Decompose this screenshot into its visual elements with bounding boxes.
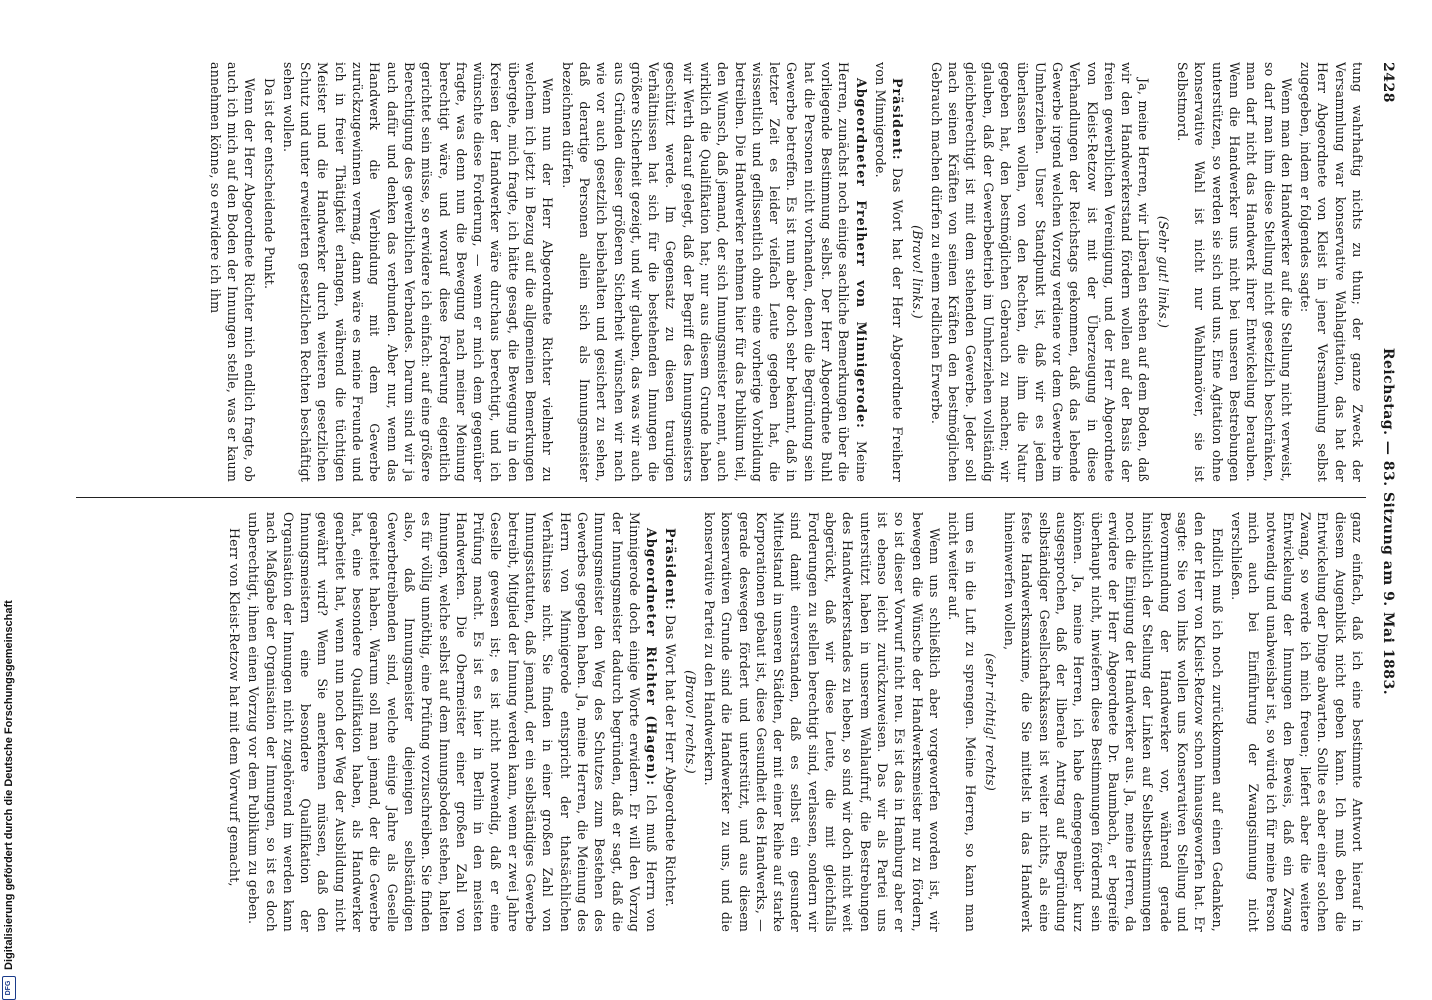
text-columns — [76, 62, 1366, 940]
president-line — [662, 512, 679, 932]
president-text: Das Wort hat der Herr Abgeordnete Richter. — [663, 614, 679, 907]
paragraph: Endlich muß ich noch zurückkommen auf einen Gedanken, den der Herr von Kleist-Retzow schon hinausgeworfen hat. Er sagte: Sie von links wollen uns Konservativen Stellung und Bevormundung der Handwerker vor, während gerade hinsichtlich der Stellung der Linken auf Selbstbestimmungen noch die Einigung der Handwerker aus. Ja, meine Herren, da erwidere der Herr Abgeordnete Dr. Baumbach, er begreife überhaupt nicht, inwiefern diese Bestimmungen fördernd sein können. Ja, meine Herren, ich habe demgegenüber kurz ausgesprochen, daß der liberale Antrag auf Begründung selbständiger Gesellschaftskassen ist weiter nichts, als eine feste Handwerksmaxime, die Sie mittelst in das Handwerk hineinwerfen wollen, — [1002, 512, 1225, 932]
speech-text: Ich muß Herrn von Minnigerode doch einige Worte erwidern. Er will den Vorzug der Innungsmeister dadurch begründen, daß er sagt, daß die Innungsmeister den Weg des Schutzes zum Bestehen des Gewerbes gegeben haben. Ja, meine Herren, die Meinung des Herrn von Minnigerode entspricht der thatsächlichen Verhältnisse nicht. Sie finden in einer großen Zahl von Innungsstatuten, daß jemand, der ein selbständiges Gewerbe betreibt, Mitglied der Innung werden kann, wenn er zwei Jahre Geselle gewesen ist; es ist nicht notwendig, daß er eine Prüfung macht. Es ist es hier in Berlin in den meisten Handwerken. Die Obermeister einer großen Zahl von Innungen, welche selbst auf dem Innungsboden stehen, halten es für völlig unnöthig, eine Prüfung vorzuschreiben. Sie finden also, daß Innungsmeister diejenigen selbständigen Gewerbetreibenden sind, welche einige Jahre als Geselle gearbeitet haben. Warum soll man jemand, der die Gewerbe hat, eine besondere Qualifikation haben, als Handwerker gearbeitet hat, wenn nun noch der Weg der Ausbildung nicht gewährt wird? Wenn Sie anerkennen müssen, daß den Innungsmeistern eine besondere Qualifikation der Organisation der Innungen nicht zugehörend im werden kann nach Maßgabe der Organisation der Innungen, so ist es doch unberechtigt, ihnen einen Vorzug vor dem Publikum zu geben. — [246, 512, 660, 932]
funding-note: Digitalisierung gefördert durch die Deutsche Forschungsgemeinschaft — [3, 600, 15, 970]
paragraph: Wenn uns schließlich aber vorgeworfen worden ist, wir bewegen die Wünsche der Handwerksmeister nur zu fördern, so ist dieser Vorwurf nicht neu. Es ist das in Hamburg aber er ist ebenso leicht zurückzuweisen. Das wir als Partei uns unterstützt haben in unserem Wahlaufruf, die Bestrebungen des Handwerkerstandes zu heben, so sind wir doch nicht weit abgerückt, daß wir diese Leute, die mit gleichfalls Forderungen zu stellen berechtigt sind, verlassen, sondern wir sind damit einverstanden, daß es selbst ein gesunder Mittelstand in unseren Städten, der mit einer Reihe auf starke Korporationen gebaut ist, diese Gesundheit des Handwerks, — gerade deswegen fördert und unterstützt, und aus diesem konservativen Grunde sind die Handwerker zu uns, und die konservative Partei zu den Handwerkern. — [702, 512, 942, 932]
speaker-label: Abgeordneter Freiherr von Minnigerode: — [853, 78, 869, 429]
paragraph: tung wahrhaftig nichts zu thun; der ganze Zweck der Versammlung war konservative Wahlagitation, das hat der Herr Abgeordnete von Kleist in jener Versammlung selbst zugegeben, indem er folgendes sagte: — [1298, 62, 1365, 482]
session-title: Reichstag. — 83. Sitzung am 9. Mai 1883. — [1380, 347, 1396, 696]
applause-note: (sehr richtig! rechts) — [982, 653, 998, 791]
applause-note: (Bravo! links.) — [909, 225, 925, 319]
paragraph: Herr von Kleist-Retzow hat mit dem Vorwurf gemacht, — [227, 528, 242, 887]
applause-note: (Sehr gut! links.) — [1155, 215, 1171, 329]
paragraph: ganz einfach, daß ich eine bestimmte Antwort hierauf in diesem Augenblick nicht geben kann. Ich muß eben die Entwickelung der Dinge abwarten. Sollte es aber einer solchen Zwang, so werde ich mich freuen; liefert aber die weitere Entwickelung der Innungen den Beweis, daß ein Zwang notwendig und unabweisbar ist, so würde ich für meine Person mich auch bei Einführung der Zwangsinnung nicht verschließen. — [1228, 512, 1365, 932]
page-number: 2428 — [1380, 62, 1396, 103]
right-column — [76, 512, 1366, 932]
paragraph: Ja, meine Herren, wir Liberalen stehen auf dem Boden, daß wir den Handwerkerstand fördern wollen auf der Basis der freien gewerblichen Vereinigung, und der Herr Abgeordnete von Kleist-Retzow ist mit der Überzeugung in diese Verhandlungen der Reichstags gekommen, daß das lebende Gewerbe irgend welchen Vorzug verdiene vor dem Gewerbe im Umherziehen. Unser Standpunkt ist, daß wir es jedem überlassen wollen, von den Rechten, die ihm die Natur gegeben hat, den bestmöglichen Gebrauch zu machen; wir glauben, daß der Gewerbebetrieb im Umherziehen vollständig gleichberechtigt ist mit dem stehenden Gewerbe. Jeder soll nach seinen Kräften von seinen Kräften den bestmöglichen Gebrauch machen dürfen zu einem redlichen Erwerbe. — [928, 62, 1152, 482]
speech-paragraph — [245, 512, 660, 932]
left-column — [76, 62, 1366, 482]
column-divider — [76, 497, 1366, 498]
paragraph: Wenn der Herr Abgeordnete Richter mich endlich fragte, ob auch ich mich auf den Boden der Innungen stelle, was er kaum annehmen könne, so erwidere ich ihm — [207, 62, 258, 482]
president-label: Präsident: — [890, 78, 906, 161]
president-text: Das Wort hat der Herr Abgeordnete Freiherr von Minnigerode. — [872, 62, 906, 482]
funding-footer — [2, 0, 16, 1000]
president-line — [872, 62, 907, 482]
president-label: Präsident: — [663, 528, 679, 611]
dfg-logo-icon: DFG — [2, 976, 16, 1000]
paragraph: um es in die Luft zu sprengen. Meine Herren, so kann man nicht weiter auf. — [946, 512, 979, 932]
paragraph: Wenn nun der Herr Abgeordnete Richter vielmehr zu welchem ich jetzt in Bezug auf die allgemeinen Bemerkungen übergehe, mich fragte, ich hätte gesagt, die Bewegung in den Kreisen der Handwerker wäre durchaus berechtigt, und ich wünschte diese Forderung, — wenn er mich dem gegenüber fragte, was denn nun die Bewegung nach meiner Meinung berechtigt wäre, und worauf diese Forderung eigentlich gerichtet sein müsse, so erwidere ich einfach: auf eine größere Berechtigung des gewerblichen Verbandes. Darum sind wir ja auch dafür und denken das verbunden. Aber nur, wenn das Handwerk die Verbindung mit dem Gewerbe zurückzugewinnen vermag, dann wäre es meine Freunde und ich in freier Thätigkeit erlangen, während die tüchtigen Meister und die Handwerker durch weiteren gesetzlichen Schutz und unter erweiterten gesetzlichen Rechten beschäftigt sehen wollen. — [280, 62, 556, 482]
paragraph: Da ist der entscheidende Punkt. — [261, 78, 277, 290]
speech-paragraph — [558, 62, 869, 482]
speaker-label: Abgeordneter Richter (Hagen): — [644, 528, 660, 786]
paragraph: Wenn man den Handwerker auf die Stellung nicht verweist, so darf man ihm diese Stellung nicht gesetzlich beschränken, man darf nicht das Handwerk ihrer Entwickelung berauben. Wenn die Handwerker uns nicht bei unseren Bestrebungen unterstützen, so werden sie sich und uns. Eine Agitation ohne konservative Wahl ist nicht nur Wahlmanöver, sie ist Selbstmord. — [1175, 62, 1294, 482]
applause-note: (Bravo! rechts.) — [682, 670, 698, 774]
speech-text: Meine Herren, zunächst noch einige sachliche Bemerkungen über die vorliegende Bestimmung selbst. Der Herr Abgeordnete Buhl hat die Personen nicht vorhanden, denen die Begründung sein Gewerbe betreffen. Es ist nun aber doch sehr bekannt, daß in letzter Zeit es leider vielfach Leute gegeben hat, die wissentlich und geflissentlich ohne eine vorherige Vorbildung betreiben. Die Handwerker nehmen hier für das Publikum teil, den Wunsch, daß jemand, der sich Innungsmeister nennt, auch wirklich die Qualifikation hat; nur aus diesem Grunde haben wir Werth darauf gelegt, daß der Begriff des Innungsmeisters geschützt werde. Im Gegensatz zu diesen traurigen Verhältnissen hat sich für die bestehenden Innungen die größere Sicherheit gezeigt, und wir glauben, das was wir auch aus Gründen dieser größeren Sicherheit wünschen wir nach wie vor auch gesetzlich beibehalten und gesichert zu sehen, daß derartige Personen allein sich als Innungsmeister bezeichnen dürfen. — [559, 62, 869, 482]
page-header — [1376, 62, 1396, 940]
